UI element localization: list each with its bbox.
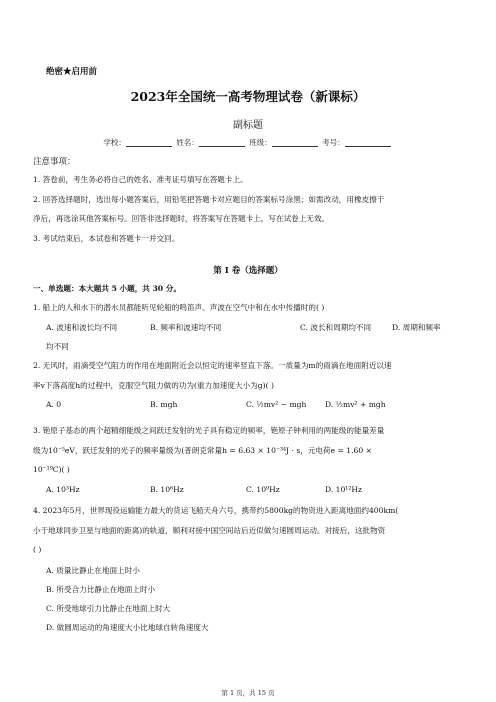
section-title: 第 I 卷（选择题） [213, 266, 283, 276]
school-label: 学校： [103, 138, 126, 147]
class-blank [272, 138, 318, 147]
question-3-stem: 3. 铯原子基态的两个超精细能级之间跃迁发射的光子具有稳定的频率，铯原子钟利用的两能级的能量差量 [33, 426, 385, 435]
question-1-stem: 1. 船上的人和水下的潜水员都能听见轮船的鸣笛声。声波在空气中和在水中传播时的( ) [33, 303, 325, 312]
name-blank [199, 138, 245, 147]
class-label: 班级： [249, 138, 272, 147]
question-3-stem: 级为10⁻⁵eV，跃迁发射的光子的频率量级为(普朗克常量h = 6.63 × 10⁻³⁴J · s，元电荷e = 1.60 × [33, 446, 372, 455]
q2-option-d: D. ½mv² + mgh [325, 400, 386, 409]
q2-option-c: C. ½mv² − mgh [246, 400, 307, 409]
q3-option-b: B. 10⁶Hz [150, 485, 184, 494]
note-item: 3. 考试结束后，本试卷和答题卡一并交回。 [33, 234, 180, 243]
note-item: 1. 答卷前，考生务必将自己的姓名、准考证号填写在答题卡上。 [33, 175, 248, 184]
q4-option-a: A. 质量比静止在地面上时小 [46, 566, 140, 575]
exam-no-label: 考号： [322, 138, 345, 147]
q3-option-a: A. 10³Hz [46, 485, 80, 494]
q1-option-c: C. 波长和周期均不同 [300, 323, 372, 332]
question-3-stem: 10⁻¹⁹C)( ) [33, 465, 70, 474]
page-title: 2023年全国统一高考物理试卷（新课标） [130, 89, 366, 104]
exam-no-blank [345, 138, 391, 147]
page-subtitle: 副标题 [233, 120, 263, 131]
q1-option-d: D. 周期和频率 [392, 323, 441, 332]
q2-option-b: B. mgh [150, 400, 178, 409]
secret-mark: 绝密★启用前 [46, 67, 98, 77]
note-item: 2. 回答选择题时，选出每小题答案后，用铅笔把答题卡对应题目的答案标号涂黑；如需改动，用橡皮擦干 [33, 195, 385, 204]
question-2-stem: 2. 无风时，雨滴受空气阻力的作用在地面附近会以恒定的速率竖直下落。一质量为m的雨滴在地面附近以速 [33, 361, 392, 370]
name-label: 姓名： [176, 138, 199, 147]
student-info-line [0, 137, 496, 148]
question-2-stem: 率v下落高度h的过程中，克服空气阻力做的功为(重力加速度大小为g)( ) [33, 381, 274, 390]
q1-option-b: B. 频率和波速均不同 [150, 323, 222, 332]
q2-option-a: A. 0 [46, 400, 62, 409]
school-blank [126, 138, 172, 147]
page-footer: 第 1 页，共 15 页 [221, 689, 275, 697]
note-item: 净后，再选涂其他答案标号。回答非选择题时，将答案写在答题卡上，写在试卷上无效。 [33, 214, 330, 223]
question-4-stem: ( ) [33, 545, 42, 554]
q4-option-c: C. 所受地球引力比静止在地面上时大 [46, 604, 171, 613]
notes-heading: 注意事项： [33, 157, 76, 167]
q1-option-a: A. 波速和波长均不同 [46, 323, 118, 332]
q1-option-d-tail: 均不同 [46, 342, 69, 351]
q4-option-b: B. 所受合力比静止在地面上时小 [46, 585, 156, 594]
part-heading: 一、单选题：本大题共 5 小题，共 30 分。 [33, 284, 181, 293]
question-4-stem: 小于地球同步卫星与地面的距离)的轨道，顺利对接中国空间站后近似做匀速圆周运动。对接后，这批物资 [33, 526, 386, 535]
q4-option-d: D. 做圆周运动的角速度大小比地球自转角速度大 [46, 623, 209, 632]
question-4-stem: 4. 2023年5月，世界现役运输能力最大的货运飞船天舟六号，携带约5800kg的物资进入距离地面约400km( [33, 506, 399, 515]
q3-option-d: D. 10¹²Hz [325, 485, 363, 494]
q3-option-c: C. 10⁹Hz [246, 485, 280, 494]
